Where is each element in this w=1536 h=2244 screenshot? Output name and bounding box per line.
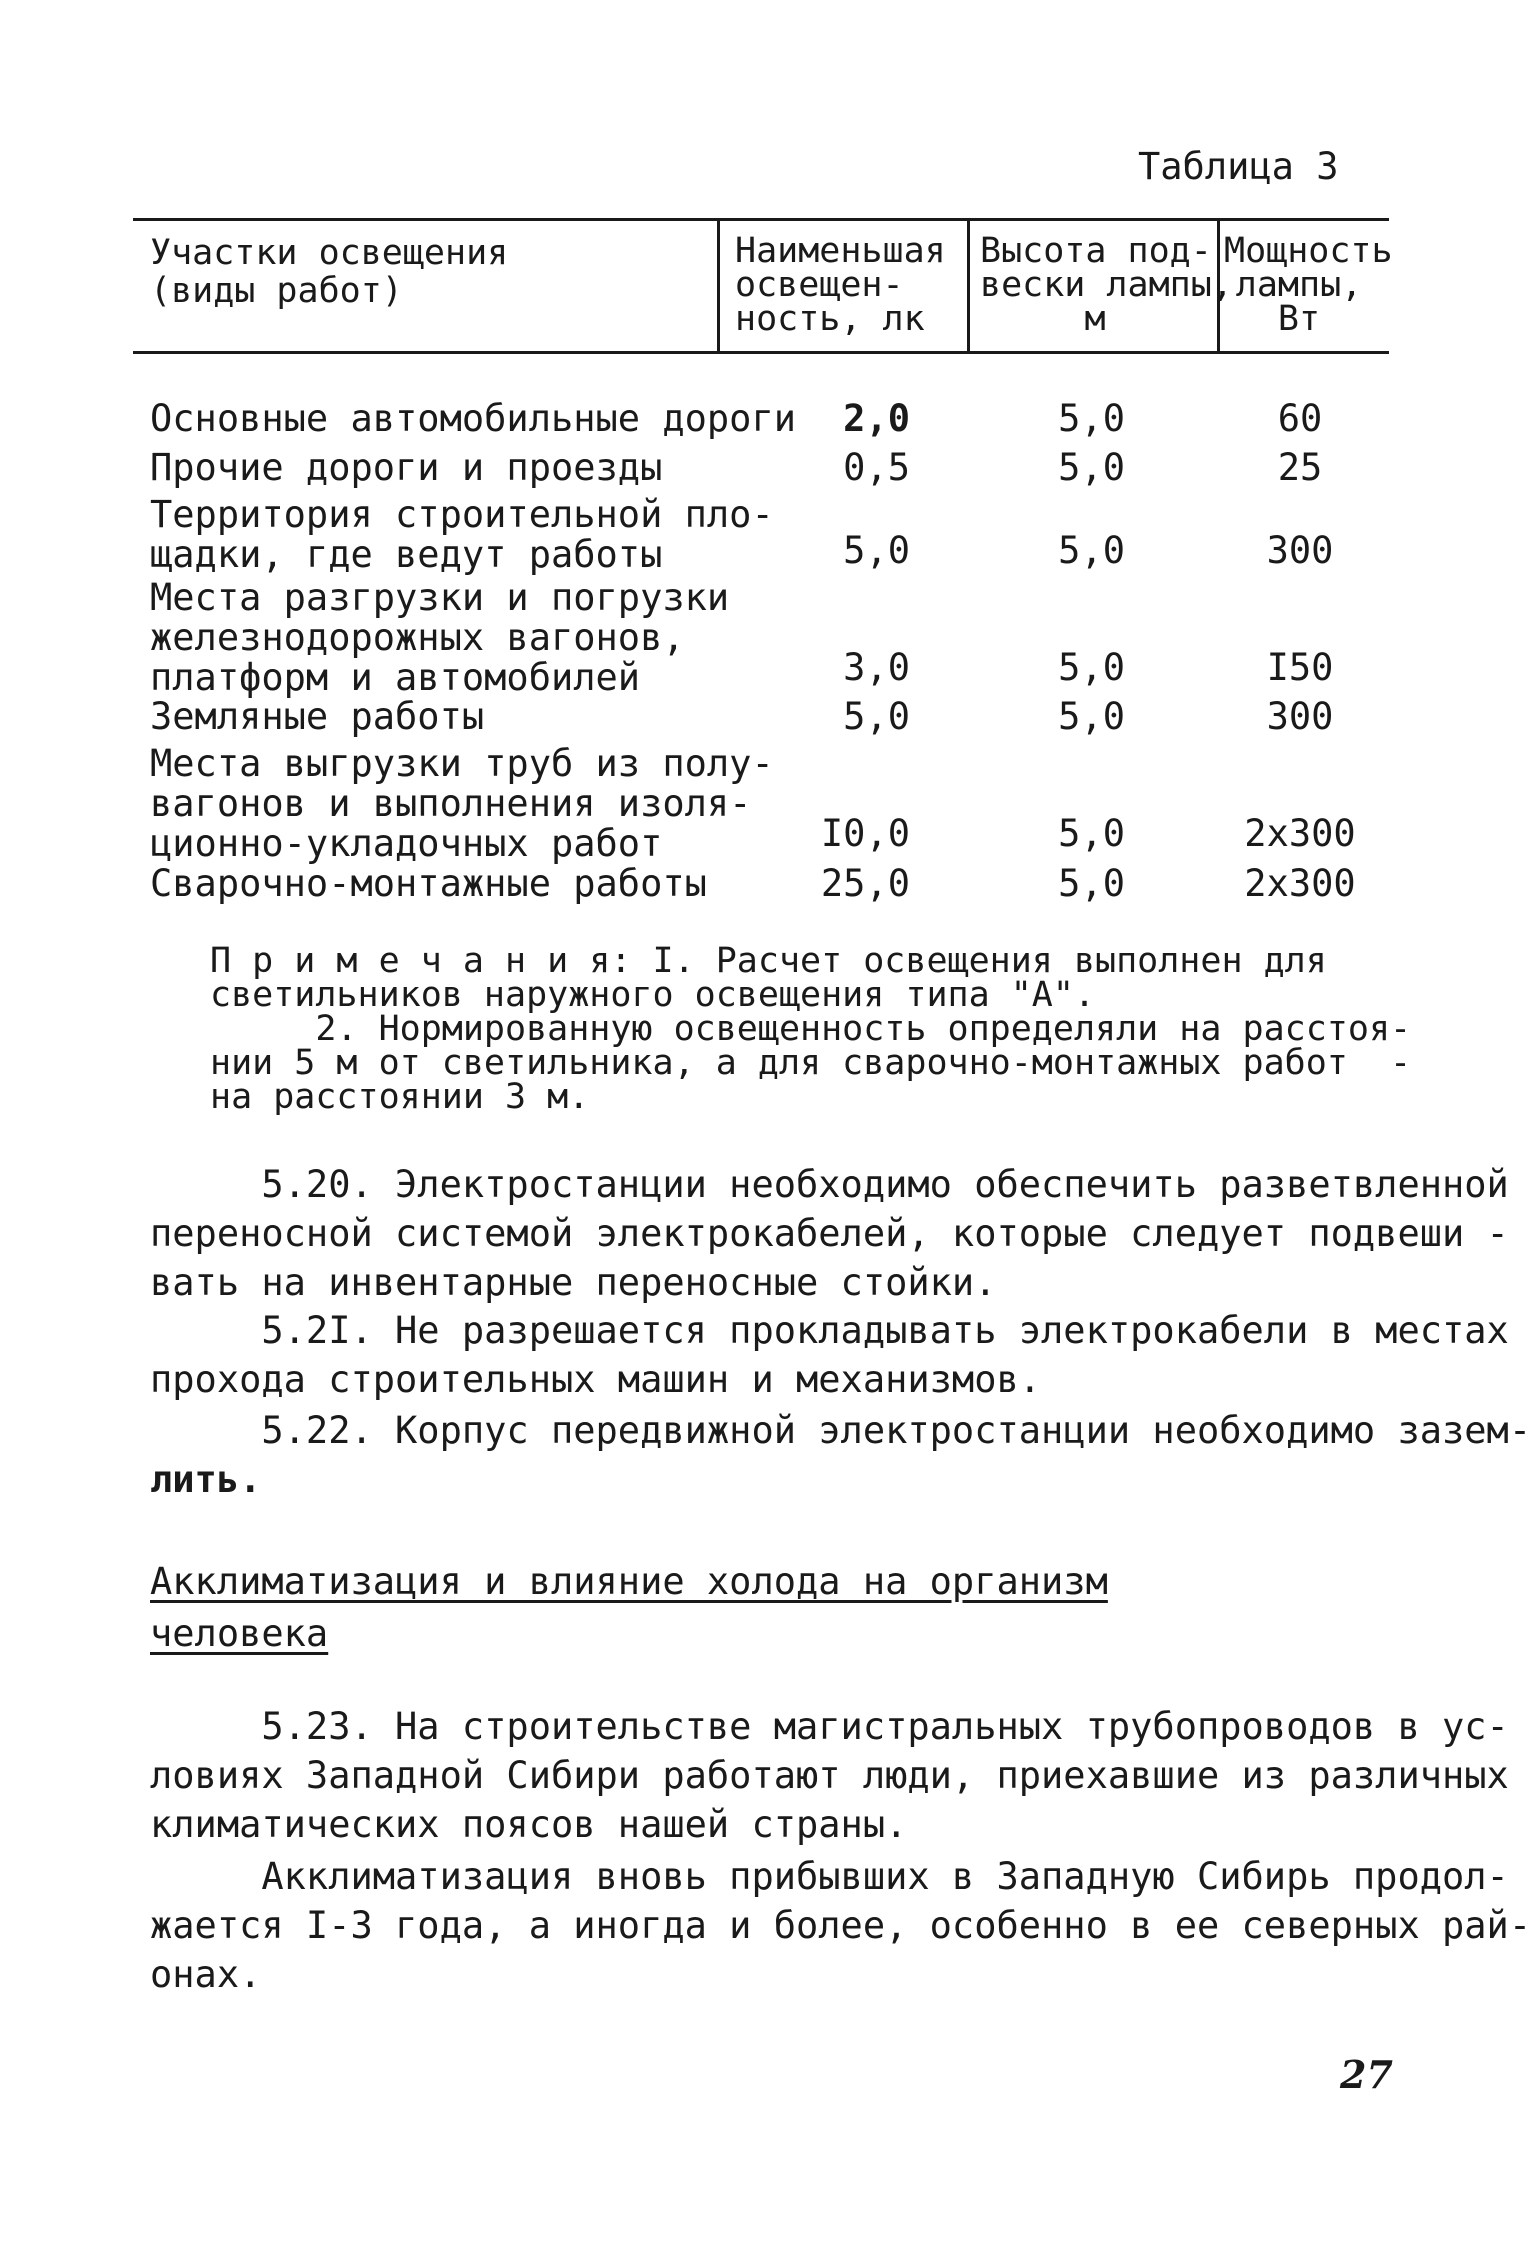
note-line: нии 5 м от светильника, а для сварочно-монтажных работ - <box>210 1043 1412 1083</box>
table-caption: Таблица 3 <box>1138 145 1339 188</box>
paragraph-5-20 <box>150 1160 1509 1307</box>
row-label: Сварочно-монтажные работы <box>150 862 707 905</box>
header-line: Мощность <box>1224 231 1393 271</box>
note-line: П р и м е ч а н и я: I. Расчет освещения выполнен для <box>210 941 1327 981</box>
paragraph-line: климатических поясов нашей страны. <box>150 1803 908 1846</box>
row-label <box>150 578 729 698</box>
paragraph-line: ловиях Западной Сибири работают люди, приехавшие из различных <box>150 1754 1509 1797</box>
header-line: Высота под- <box>980 231 1212 271</box>
cell-power: 2x300 <box>1244 862 1356 905</box>
note-line: на расстоянии 3 м. <box>210 1077 590 1117</box>
header-line: Наименьшая <box>735 231 946 271</box>
header-line: лампы, <box>1235 265 1363 305</box>
header-line: Вт <box>1277 299 1321 339</box>
note-line: 2. Нормированную освещенность определяли на расстоя- <box>210 1009 1412 1049</box>
column-divider-2 <box>967 218 970 353</box>
cell-height: 5,0 <box>1058 812 1125 855</box>
column-divider-1 <box>717 218 720 353</box>
header-line: (виды работ) <box>150 271 403 311</box>
paragraph-line: жается I-3 года, а иногда и более, особенно в ее северных рай- <box>150 1904 1532 1947</box>
row-label: Земляные работы <box>150 695 485 738</box>
cell-lux: I0,0 <box>820 812 910 855</box>
row-label: Основные автомобильные дороги <box>150 397 797 440</box>
header-cell <box>150 234 508 310</box>
cell-power: 25 <box>1277 446 1323 489</box>
table-header-bottom-rule <box>133 351 1389 354</box>
cell-height: 5,0 <box>1058 862 1125 905</box>
header-line: освещен- <box>735 265 904 305</box>
paragraph-line: переносной системой электрокабелей, которые следует подвеши - <box>150 1212 1509 1255</box>
paragraph-acclimatization <box>150 1852 1531 1999</box>
heading-line: Акклиматизация и влияние холода на организм <box>150 1560 1108 1603</box>
cell-lux: 3,0 <box>843 646 910 689</box>
cell-power: 2x300 <box>1244 812 1356 855</box>
cell-lux: 0,5 <box>843 446 910 489</box>
cell-height: 5,0 <box>1058 446 1125 489</box>
paragraph-line: онах. <box>150 1953 262 1996</box>
cell-lux: 5,0 <box>843 695 910 738</box>
heading-line: человека <box>150 1612 329 1655</box>
cell-power: I50 <box>1266 646 1334 689</box>
row-label-line: Территория строительной пло- <box>150 493 774 536</box>
paragraph-line: 5.22. Корпус передвижной электростанции необходимо зазем- <box>150 1409 1532 1452</box>
cell-power: 300 <box>1266 529 1334 572</box>
row-label-line: железнодорожных вагонов, <box>150 616 685 659</box>
header-cell <box>980 231 1233 339</box>
row-label: Прочие дороги и проезды <box>150 446 663 489</box>
cell-power: 300 <box>1266 695 1334 738</box>
paragraph-line: 5.2I. Не разрешается прокладывать электрокабели в местах <box>150 1309 1509 1352</box>
cell-height: 5,0 <box>1058 529 1125 572</box>
row-label <box>150 744 774 864</box>
paragraph-line: лить. <box>150 1458 262 1501</box>
row-label-line: платформ и автомобилей <box>150 656 641 699</box>
paragraph-line: вать на инвентарные переносные стойки. <box>150 1261 997 1304</box>
section-heading <box>150 1556 1108 1660</box>
paragraph-line: прохода строительных машин и механизмов. <box>150 1358 1042 1401</box>
header-line: вески лампы, <box>980 265 1233 305</box>
paragraph-line: 5.20. Электростанции необходимо обеспечить разветвленной <box>150 1163 1509 1206</box>
cell-height: 5,0 <box>1058 646 1125 689</box>
cell-lux: 5,0 <box>843 529 910 572</box>
header-cell <box>1224 231 1394 339</box>
page-number: 27 <box>1340 2052 1393 2097</box>
row-label-line: ционно-укладочных работ <box>150 822 663 865</box>
row-label <box>150 495 774 575</box>
paragraph-5-23 <box>150 1702 1509 1849</box>
row-label-line: Места разгрузки и погрузки <box>150 576 730 619</box>
header-line: Участки освещения <box>150 233 509 273</box>
table-top-rule <box>133 218 1389 221</box>
paragraph-5-22 <box>150 1406 1531 1504</box>
note-line: светильников наружного освещения типа "А". <box>210 975 1096 1015</box>
header-line: ность, лк <box>735 299 925 339</box>
cell-lux: 2,0 <box>843 397 910 440</box>
cell-lux: 25,0 <box>820 862 910 905</box>
row-label-line: щадки, где ведут работы <box>150 533 663 576</box>
cell-height: 5,0 <box>1058 695 1125 738</box>
paragraph-line: 5.23. На строительстве магистральных трубопроводов в ус- <box>150 1705 1509 1748</box>
paragraph-5-21 <box>150 1306 1509 1404</box>
row-label-line: вагонов и выполнения изоля- <box>150 782 752 825</box>
paragraph-line: Акклиматизация вновь прибывших в Западную Сибирь продол- <box>150 1855 1509 1898</box>
header-cell <box>735 231 946 339</box>
cell-height: 5,0 <box>1058 397 1125 440</box>
row-label-line: Места выгрузки труб из полу- <box>150 742 774 785</box>
table-notes <box>210 941 1412 1117</box>
header-line: м <box>1084 299 1106 339</box>
cell-power: 60 <box>1277 397 1323 440</box>
